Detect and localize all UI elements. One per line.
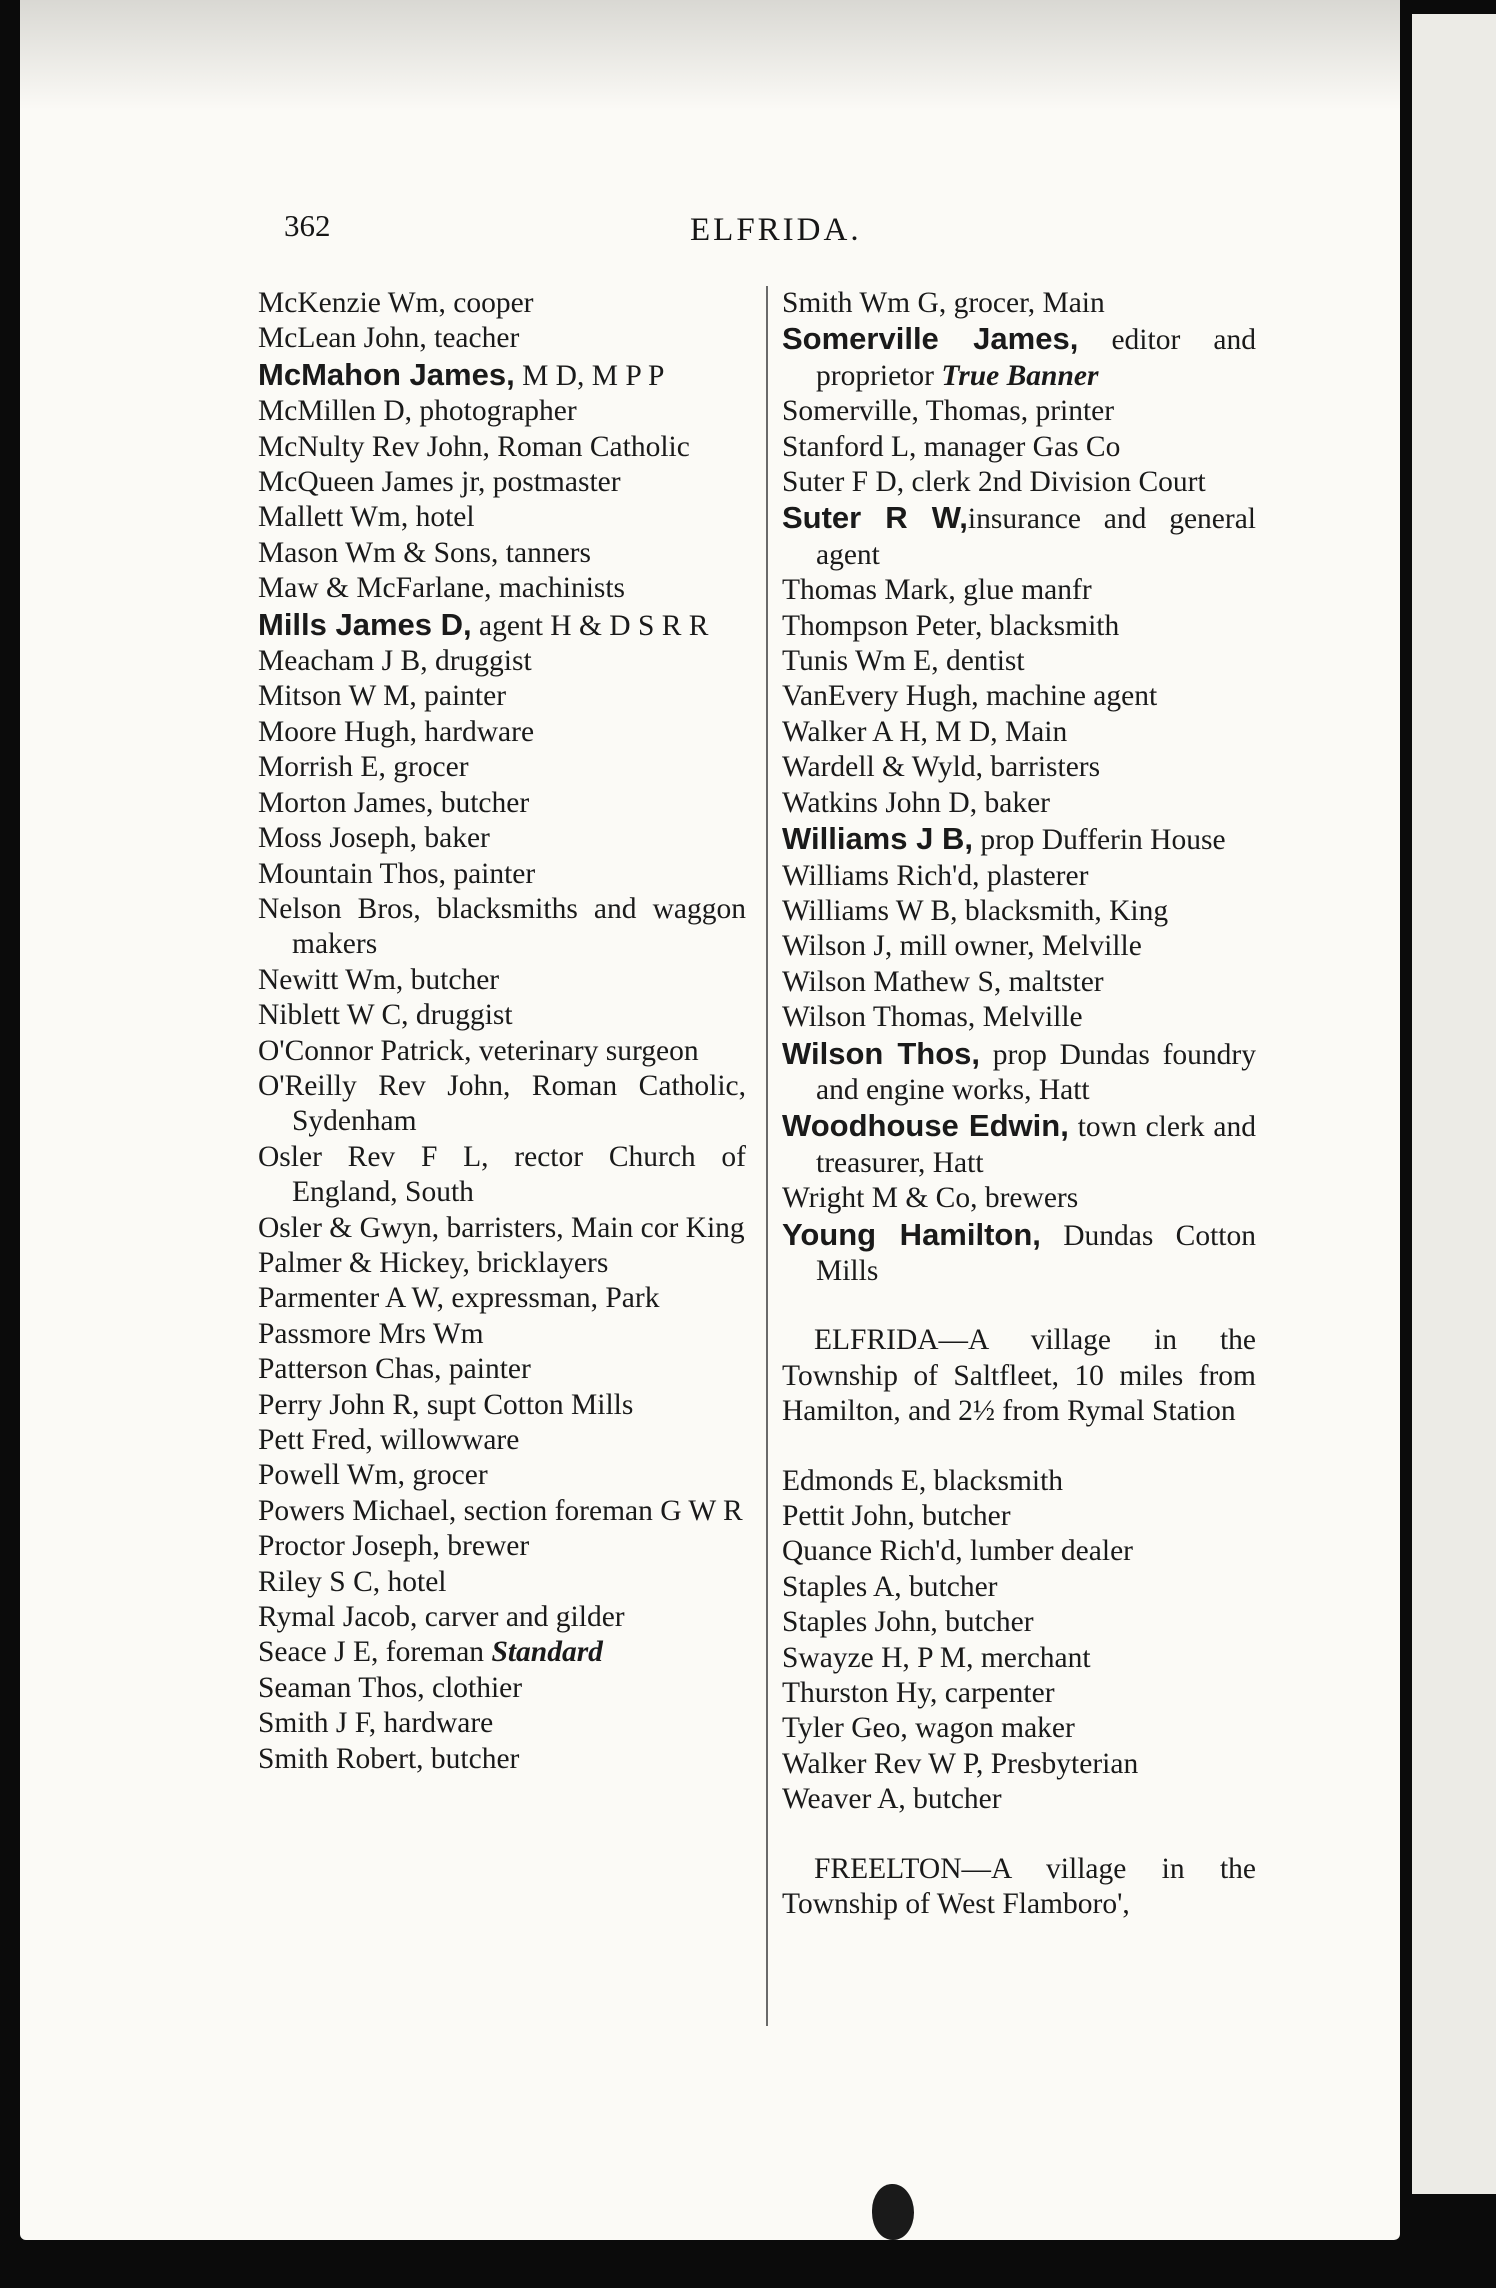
entry-detail: , rector Church of England, South	[292, 1140, 747, 1209]
directory-entry	[782, 430, 1256, 465]
entry-name: Powers Michael	[258, 1494, 449, 1527]
entry-name: Moss Joseph	[258, 822, 410, 855]
right-column	[782, 286, 1256, 1922]
directory-entry	[782, 465, 1256, 500]
directory-entry	[782, 965, 1256, 1000]
entry-detail: , manager Gas Co	[909, 430, 1121, 463]
entry-name: Morrish E	[258, 751, 379, 784]
entry-detail: , postmaster	[478, 466, 621, 499]
entry-detail: , supt Cotton Mills	[412, 1388, 634, 1421]
directory-entry	[258, 357, 746, 394]
page-number: 362	[284, 208, 331, 243]
entry-name: Mason Wm & Sons	[258, 536, 492, 569]
directory-entry	[782, 750, 1256, 785]
adjacent-page-edge	[1412, 14, 1496, 2194]
entry-detail: , butcher	[416, 1742, 520, 1775]
directory-entry	[782, 1000, 1256, 1035]
directory-entry	[258, 607, 746, 644]
entry-name: McNulty Rev John	[258, 430, 483, 463]
page-top-shading	[20, 0, 1400, 110]
directory-entry	[258, 500, 746, 535]
entry-detail: , Melville	[967, 1001, 1083, 1034]
entry-detail: , druggist	[420, 645, 532, 678]
entry-detail: , baker	[409, 822, 490, 855]
directory-entry	[258, 1458, 746, 1493]
directory-entry	[258, 892, 746, 963]
entry-detail: , section foreman G W R	[448, 1494, 743, 1527]
directory-entry	[782, 679, 1256, 714]
entry-detail: , butcher	[907, 1500, 1011, 1532]
entry-detail: , blacksmith	[918, 1464, 1064, 1497]
entry-name: Pett Fred	[258, 1424, 366, 1456]
entry-name: Proctor Joseph	[258, 1530, 433, 1563]
directory-entry	[782, 1036, 1256, 1109]
entry-name: Weaver A	[782, 1783, 899, 1816]
directory-entry	[258, 1565, 746, 1600]
entry-detail: , printer	[1020, 395, 1115, 428]
directory-entry	[258, 430, 746, 465]
entry-name: Suter F D	[782, 466, 897, 499]
directory-entry	[782, 786, 1256, 821]
directory-entry	[258, 1069, 746, 1140]
entry-name: Mountain Thos	[258, 857, 439, 890]
directory-entry	[258, 1388, 746, 1423]
directory-entry	[258, 1635, 746, 1670]
entry-name: Palmer & Hickey	[258, 1246, 463, 1279]
entry-detail: , maltster	[993, 965, 1104, 998]
entry-detail: , blacksmith	[975, 609, 1120, 642]
entry-detail: , lumber dealer	[955, 1535, 1133, 1568]
entry-name-bold: Woodhouse Edwin,	[782, 1108, 1069, 1144]
entry-name: Pettit John	[782, 1500, 908, 1532]
ink-blot	[872, 2184, 914, 2240]
entry-name: Parmenter A W	[258, 1282, 437, 1315]
directory-entry	[782, 609, 1256, 644]
entry-name: O'Reilly Rev John	[258, 1069, 504, 1102]
entry-detail: , carpenter	[930, 1677, 1055, 1710]
entry-name: Tunis Wm E	[782, 645, 932, 678]
directory-entry	[782, 573, 1256, 608]
directory-entry	[258, 321, 746, 356]
directory-entry	[258, 536, 746, 571]
directory-entry	[258, 1600, 746, 1635]
directory-entry	[258, 786, 746, 821]
entry-name: Mitson W M	[258, 680, 410, 713]
entry-name-bold: McMahon James,	[258, 356, 515, 392]
entry-name: Seaman Thos	[258, 1671, 418, 1704]
entry-detail: , grocer, Main	[938, 287, 1105, 319]
entry-name: Maw & McFarlane	[258, 572, 485, 605]
directory-entry	[258, 821, 746, 856]
entry-detail: , cooper	[438, 287, 534, 319]
directory-entry	[782, 644, 1256, 679]
entry-detail: , wagon maker	[900, 1712, 1075, 1745]
entry-detail: M D, M P P	[514, 359, 665, 392]
entry-name: Staples John	[782, 1606, 931, 1639]
entry-italic: Standard	[491, 1636, 603, 1669]
directory-entry	[258, 1706, 746, 1741]
directory-entry	[782, 500, 1256, 573]
directory-entry	[782, 321, 1256, 394]
directory-entry	[782, 1464, 1256, 1499]
directory-entry	[782, 1534, 1256, 1569]
entry-detail: , bricklayers	[462, 1246, 609, 1279]
entry-detail: , hotel	[400, 501, 475, 534]
entry-name: O'Connor Patrick	[258, 1034, 465, 1067]
entry-detail: , carver and gilder	[410, 1601, 625, 1634]
entry-name: Smith J F	[258, 1707, 369, 1740]
entry-name: Niblett W C	[258, 999, 402, 1032]
directory-entry	[258, 1317, 746, 1352]
directory-entry	[258, 1211, 746, 1246]
directory-entry	[782, 1605, 1256, 1640]
directory-entry	[258, 1742, 746, 1777]
entry-detail: , Roman Catholic, Sydenham	[292, 1069, 746, 1138]
directory-entry	[258, 394, 746, 429]
directory-entry	[782, 1676, 1256, 1711]
entry-detail: , butcher	[930, 1606, 1034, 1639]
entry-name: Mallett Wm	[258, 501, 401, 534]
entry-name: Riley S C	[258, 1565, 373, 1598]
entry-detail: , hotel	[372, 1565, 447, 1598]
directory-entry	[258, 750, 746, 785]
freelton-intro: FREELTON—A village in the Township of West Flamboro',	[782, 1852, 1256, 1921]
entry-detail: , M D, Main	[920, 715, 1068, 748]
entry-name: Seace J E	[258, 1636, 372, 1669]
entry-detail: agent H & D S R R	[471, 609, 709, 642]
directory-entry	[782, 821, 1256, 858]
entry-name: Williams Rich'd	[782, 859, 973, 892]
entry-detail: , dentist	[931, 645, 1025, 678]
directory-entry	[258, 679, 746, 714]
directory-entry	[258, 644, 746, 679]
entry-name: Morton James	[258, 786, 426, 819]
directory-entry	[258, 465, 746, 500]
entry-name: Wardell & Wyld	[782, 751, 976, 784]
entry-name: Walker A H	[782, 715, 921, 748]
entry-detail: prop Dufferin House	[972, 824, 1226, 857]
entry-name: Watkins John D	[782, 786, 970, 819]
entry-name: Passmore Mrs Wm	[258, 1317, 484, 1350]
entry-detail: , baker	[969, 786, 1050, 819]
entry-name: McLean John	[258, 322, 420, 355]
entry-detail: , foreman	[371, 1636, 492, 1669]
entry-detail: , Presbyterian	[976, 1747, 1139, 1780]
entry-name: Thompson Peter	[782, 609, 976, 642]
entry-name-bold: Suter R W,	[782, 500, 968, 536]
entry-detail: , mill owner, Melville	[884, 930, 1142, 963]
entry-detail: , grocer	[397, 1459, 488, 1492]
entry-name: Osler & Gwyn	[258, 1211, 432, 1244]
directory-entry	[258, 963, 746, 998]
entry-name: Williams W B	[782, 894, 951, 927]
entry-detail: , butcher	[894, 1570, 998, 1603]
directory-entry	[258, 715, 746, 750]
directory-entry	[258, 1494, 746, 1529]
entry-detail: , plasterer	[972, 859, 1089, 892]
entry-detail: , teacher	[419, 322, 520, 355]
entry-name: Nelson Bros	[258, 892, 414, 925]
entry-detail: town clerk and treasurer, Hatt	[816, 1111, 1256, 1179]
entry-name: Staples A	[782, 1570, 895, 1603]
entry-name: Thomas Mark	[782, 574, 949, 607]
directory-entry	[782, 1641, 1256, 1676]
entry-detail: , painter	[409, 680, 507, 713]
entry-name: Rymal Jacob	[258, 1601, 411, 1634]
entry-name-bold: Somerville James,	[782, 321, 1079, 357]
entry-detail: , hardware	[409, 715, 535, 748]
entry-detail: , veterinary surgeon	[464, 1034, 699, 1067]
entry-detail: , P M, merchant	[902, 1641, 1091, 1674]
directory-entry	[782, 859, 1256, 894]
directory-entry	[258, 1423, 746, 1458]
entry-detail: insurance and general agent	[816, 503, 1256, 571]
entry-name: Edmonds E	[782, 1464, 919, 1497]
entry-name: Thurston Hy	[782, 1677, 931, 1710]
entry-name: Osler Rev F L	[258, 1140, 482, 1173]
directory-entry	[782, 929, 1256, 964]
entry-name: Patterson Chas	[258, 1353, 435, 1386]
entry-name-bold: Wilson Thos,	[782, 1035, 981, 1071]
elfrida-intro: ELFRIDA—A village in the Township of Saltfleet, 10 miles from Hamilton, and 2½ from Rymal Station	[782, 1324, 1256, 1428]
entry-name: VanEvery Hugh	[782, 680, 972, 713]
directory-entry	[258, 998, 746, 1033]
entry-name-bold: Williams J B,	[782, 821, 973, 857]
directory-entry	[782, 894, 1256, 929]
directory-entry	[782, 1747, 1256, 1782]
entry-detail: , painter	[438, 857, 536, 890]
entry-detail: editor and proprietor	[816, 324, 1257, 392]
entry-detail: , tanners	[491, 536, 591, 569]
entry-detail: , willowware	[365, 1424, 520, 1456]
directory-entry	[782, 1217, 1256, 1290]
entry-detail: prop Dundas foundry and engine works, Hatt	[816, 1038, 1256, 1106]
directory-entry	[258, 1140, 746, 1211]
entry-detail: , blacksmiths and waggon makers	[292, 892, 746, 961]
entry-name: McKenzie Wm	[258, 287, 439, 319]
entry-detail: , druggist	[401, 999, 513, 1032]
right-column-listings	[782, 286, 1256, 1289]
directory-entry	[782, 286, 1256, 321]
running-head: ELFRIDA.	[690, 212, 862, 248]
directory-entry	[782, 1499, 1256, 1534]
entry-detail: , barristers, Main cor King	[431, 1211, 745, 1244]
entry-detail: , brewer	[432, 1530, 530, 1563]
entry-name: Wilson J	[782, 930, 885, 963]
entry-name: Somerville, Thomas	[782, 395, 1021, 428]
directory-entry	[258, 1246, 746, 1281]
entry-name: Swayze H	[782, 1641, 903, 1674]
entry-name: McQueen James jr	[258, 466, 478, 499]
entry-name: Moore Hugh	[258, 715, 410, 748]
entry-name: Stanford L	[782, 430, 909, 463]
entry-detail: , brewers	[970, 1182, 1079, 1215]
entry-detail: , clerk 2nd Division Court	[896, 466, 1206, 499]
entry-name: Quance Rich'd	[782, 1535, 956, 1568]
directory-entry	[782, 1711, 1256, 1746]
directory-entry	[782, 1570, 1256, 1605]
entry-name: Walker Rev W P	[782, 1747, 976, 1780]
left-column	[258, 286, 746, 1777]
entry-detail: , photographer	[404, 395, 577, 428]
entry-detail: , grocer	[378, 751, 469, 784]
elfrida-listings	[782, 1464, 1256, 1818]
directory-entry	[782, 1782, 1256, 1817]
entry-name: Meacham J B	[258, 645, 421, 678]
entry-detail: , expressman, Park	[436, 1282, 660, 1315]
entry-name: Wright M & Co	[782, 1182, 971, 1215]
entry-name-bold: Young Hamilton,	[782, 1216, 1041, 1252]
entry-name: Newitt Wm	[258, 963, 396, 996]
entry-name: Wilson Thomas	[782, 1001, 968, 1034]
entry-name: Wilson Mathew S	[782, 965, 994, 998]
entry-detail: , barristers	[975, 751, 1101, 784]
directory-entry	[258, 1671, 746, 1706]
entry-detail: , clothier	[417, 1671, 523, 1704]
directory-entry	[258, 1281, 746, 1316]
directory-entry	[258, 571, 746, 606]
directory-entry	[782, 1108, 1256, 1181]
directory-entry	[258, 286, 746, 321]
directory-entry	[782, 1181, 1256, 1216]
directory-entry	[258, 1352, 746, 1387]
entry-name: Tyler Geo	[782, 1712, 901, 1745]
directory-entry	[782, 394, 1256, 429]
entry-name: Perry John R	[258, 1388, 413, 1421]
directory-entry	[258, 1529, 746, 1564]
entry-detail: , glue manfr	[948, 574, 1092, 607]
entry-detail: Dundas Cotton Mills	[816, 1219, 1256, 1287]
entry-detail: , painter	[434, 1353, 531, 1386]
entry-detail: , blacksmith, King	[950, 894, 1169, 927]
entry-detail: , butcher	[395, 963, 500, 996]
entry-italic: True Banner	[941, 359, 1099, 392]
entry-detail: , butcher	[425, 786, 530, 819]
entry-name: Smith Robert	[258, 1742, 417, 1775]
directory-entry	[258, 1034, 746, 1069]
entry-name: McMillen D	[258, 395, 405, 428]
column-rule	[766, 286, 768, 2026]
entry-detail: , Roman Catholic	[482, 430, 690, 463]
entry-detail: , machinists	[484, 572, 626, 605]
entry-name: Smith Wm G	[782, 287, 939, 319]
directory-entry	[258, 857, 746, 892]
entry-detail: , butcher	[898, 1783, 1002, 1816]
entry-name: Powell Wm	[258, 1459, 398, 1492]
directory-entry	[782, 715, 1256, 750]
entry-detail: , hardware	[368, 1707, 494, 1740]
entry-detail: , machine agent	[971, 680, 1158, 713]
entry-name-bold: Mills James D,	[258, 606, 472, 642]
